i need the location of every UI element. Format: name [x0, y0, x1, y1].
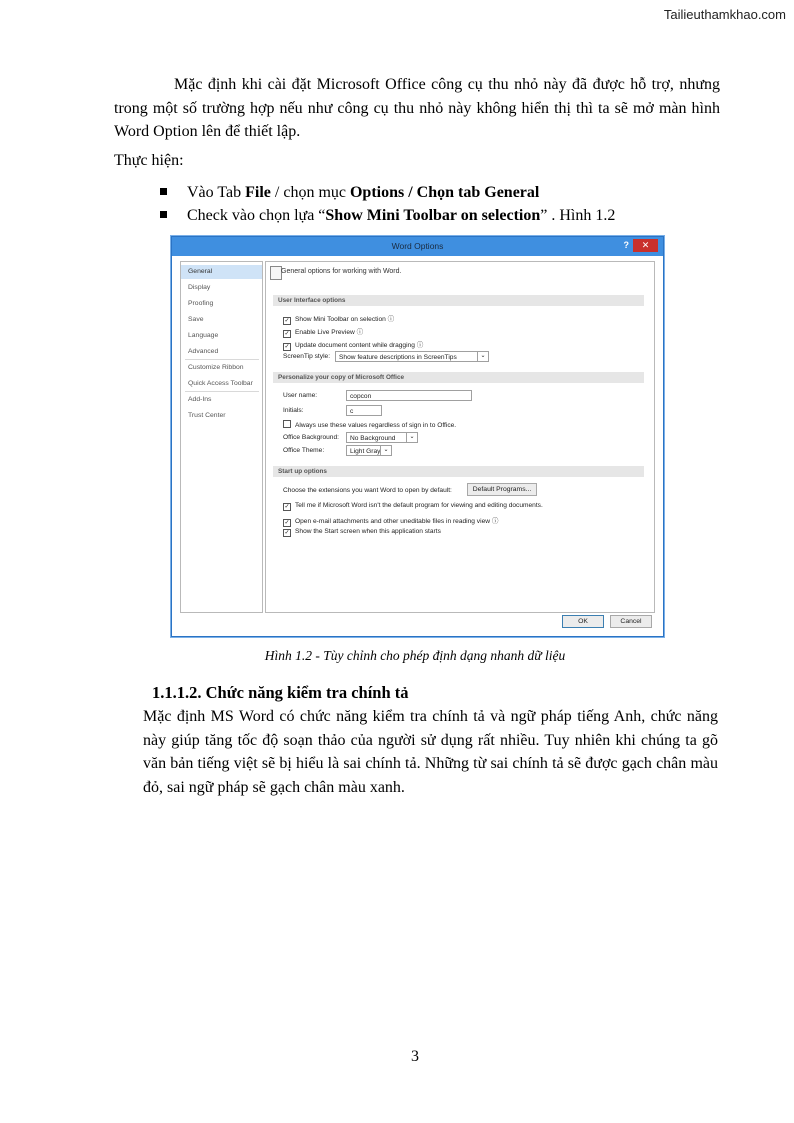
section-startup: Start up options	[273, 466, 644, 477]
username-label: User name:	[283, 392, 318, 399]
screentip-select[interactable]: Show feature descriptions in ScreenTips ⌄	[335, 351, 489, 362]
checkbox-unchecked-icon[interactable]	[283, 420, 291, 428]
help-icon[interactable]: ?	[623, 240, 629, 250]
section-personalize: Personalize your copy of Microsoft Office	[273, 372, 644, 383]
initials-label: Initials:	[283, 407, 304, 414]
word-options-dialog	[171, 236, 664, 637]
figure-caption: Hình 1.2 - Tùy chỉnh cho phép định dạng nhanh dữ liệu	[264, 648, 566, 663]
theme-label: Office Theme:	[283, 447, 325, 454]
perform-label: Thực hiện:	[114, 152, 184, 169]
sidebar-item-add-ins[interactable]: Add-Ins	[188, 396, 212, 403]
cancel-button[interactable]: Cancel	[610, 615, 652, 628]
sidebar-item-general[interactable]: General	[181, 265, 262, 279]
bullet-icon	[160, 211, 167, 218]
checkbox-update-dragging[interactable]: ✓ Update document content while dragging ⓘ	[284, 342, 424, 350]
panel-header: General options for working with Word.	[281, 268, 402, 275]
checkbox-checked-icon[interactable]: ✓	[284, 530, 290, 536]
section-heading: 1.1.1.2. Chức năng kiểm tra chính tả	[152, 683, 409, 702]
initials-input[interactable]: c	[346, 405, 382, 416]
checkbox-always-use[interactable]: Always use these values regardless of sign in to Office.	[283, 420, 456, 429]
extensions-text: Choose the extensions you want Word to open by default:	[283, 487, 452, 494]
sidebar-item-proofing[interactable]: Proofing	[188, 300, 214, 307]
bullet-item: Vào Tab File / chọn mục Options / Chọn tab General	[160, 184, 539, 202]
screentip-label: ScreenTip style:	[283, 353, 331, 360]
sidebar-item-save[interactable]: Save	[188, 316, 204, 323]
dialog-titlebar	[172, 237, 663, 256]
default-programs-button[interactable]: Default Programs...	[467, 483, 537, 496]
sidebar-item-display[interactable]: Display	[188, 284, 211, 291]
background-label: Office Background:	[283, 434, 339, 441]
checkbox-live-preview[interactable]: ✓ Enable Live Preview ⓘ	[284, 329, 364, 337]
checkbox-checked-icon[interactable]: ✓	[284, 520, 290, 526]
chevron-down-icon[interactable]: ⌄	[380, 446, 391, 455]
checkbox-reading-view[interactable]: ✓ Open e-mail attachments and other uneditable files in reading view ⓘ	[284, 518, 499, 526]
checkbox-default-program[interactable]: ✓ Tell me if Microsoft Word isn't the default program for viewing and editing documents.	[284, 502, 543, 510]
options-sidebar	[180, 261, 263, 613]
sidebar-item-quick-access-toolbar[interactable]: Quick Access Toolbar	[188, 380, 253, 387]
checkbox-checked-icon[interactable]: ✓	[284, 318, 290, 324]
bullet-icon	[160, 188, 167, 195]
watermark: Tailieuthamkhao.com	[663, 7, 786, 22]
bullet-item: Check vào chọn lựa “Show Mini Toolbar on selection” . Hình 1.2	[160, 207, 615, 225]
sidebar-item-trust-center[interactable]: Trust Center	[188, 412, 226, 419]
page-number: 3	[411, 1048, 419, 1065]
username-input[interactable]: copcon	[346, 390, 472, 401]
options-panel	[265, 261, 655, 613]
theme-select[interactable]: Light Gray ⌄	[346, 445, 392, 456]
dialog-title: Word Options	[391, 241, 444, 251]
sidebar-item-customize-ribbon[interactable]: Customize Ribbon	[188, 364, 244, 371]
checkbox-checked-icon[interactable]: ✓	[284, 344, 290, 350]
section-ui-options: User Interface options	[273, 295, 644, 306]
checkbox-checked-icon[interactable]: ✓	[284, 504, 290, 510]
background-select[interactable]: No Background ⌄	[346, 432, 418, 443]
intro-paragraph: Mặc định khi cài đặt Microsoft Office công cụ thu nhỏ này đã được hỗ trợ, nhưng trong một số trường hợp nếu như công cụ thu nhỏ này không hiển thị thì ta sẽ mở màn hình Word Option lên để thiết lập.	[114, 76, 720, 140]
close-button[interactable]: ✕	[633, 239, 658, 252]
chevron-down-icon[interactable]: ⌄	[477, 352, 488, 361]
body-paragraph: Mặc định MS Word có chức năng kiểm tra chính tả và ngữ pháp tiếng Anh, chức năng này giúp tăng tốc độ soạn thảo của người sử dụng rất nhiều. Tuy nhiên khi chúng ta gõ văn bản tiếng việt sẽ bị hiểu là sai chính tả. Những từ sai chính tả sẽ được gạch chân màu đỏ, sai ngữ pháp sẽ gạch chân màu xanh.	[143, 708, 718, 796]
sidebar-divider	[185, 391, 259, 392]
sidebar-item-advanced[interactable]: Advanced	[188, 348, 219, 355]
checkbox-checked-icon[interactable]: ✓	[284, 331, 290, 337]
sidebar-item-language[interactable]: Language	[188, 332, 219, 339]
sidebar-divider	[185, 359, 259, 360]
ok-button[interactable]: OK	[562, 615, 604, 628]
checkbox-mini-toolbar[interactable]: ✓ Show Mini Toolbar on selection ⓘ	[284, 316, 395, 324]
checkbox-start-screen[interactable]: ✓ Show the Start screen when this application starts	[284, 528, 441, 536]
chevron-down-icon[interactable]: ⌄	[406, 433, 417, 442]
